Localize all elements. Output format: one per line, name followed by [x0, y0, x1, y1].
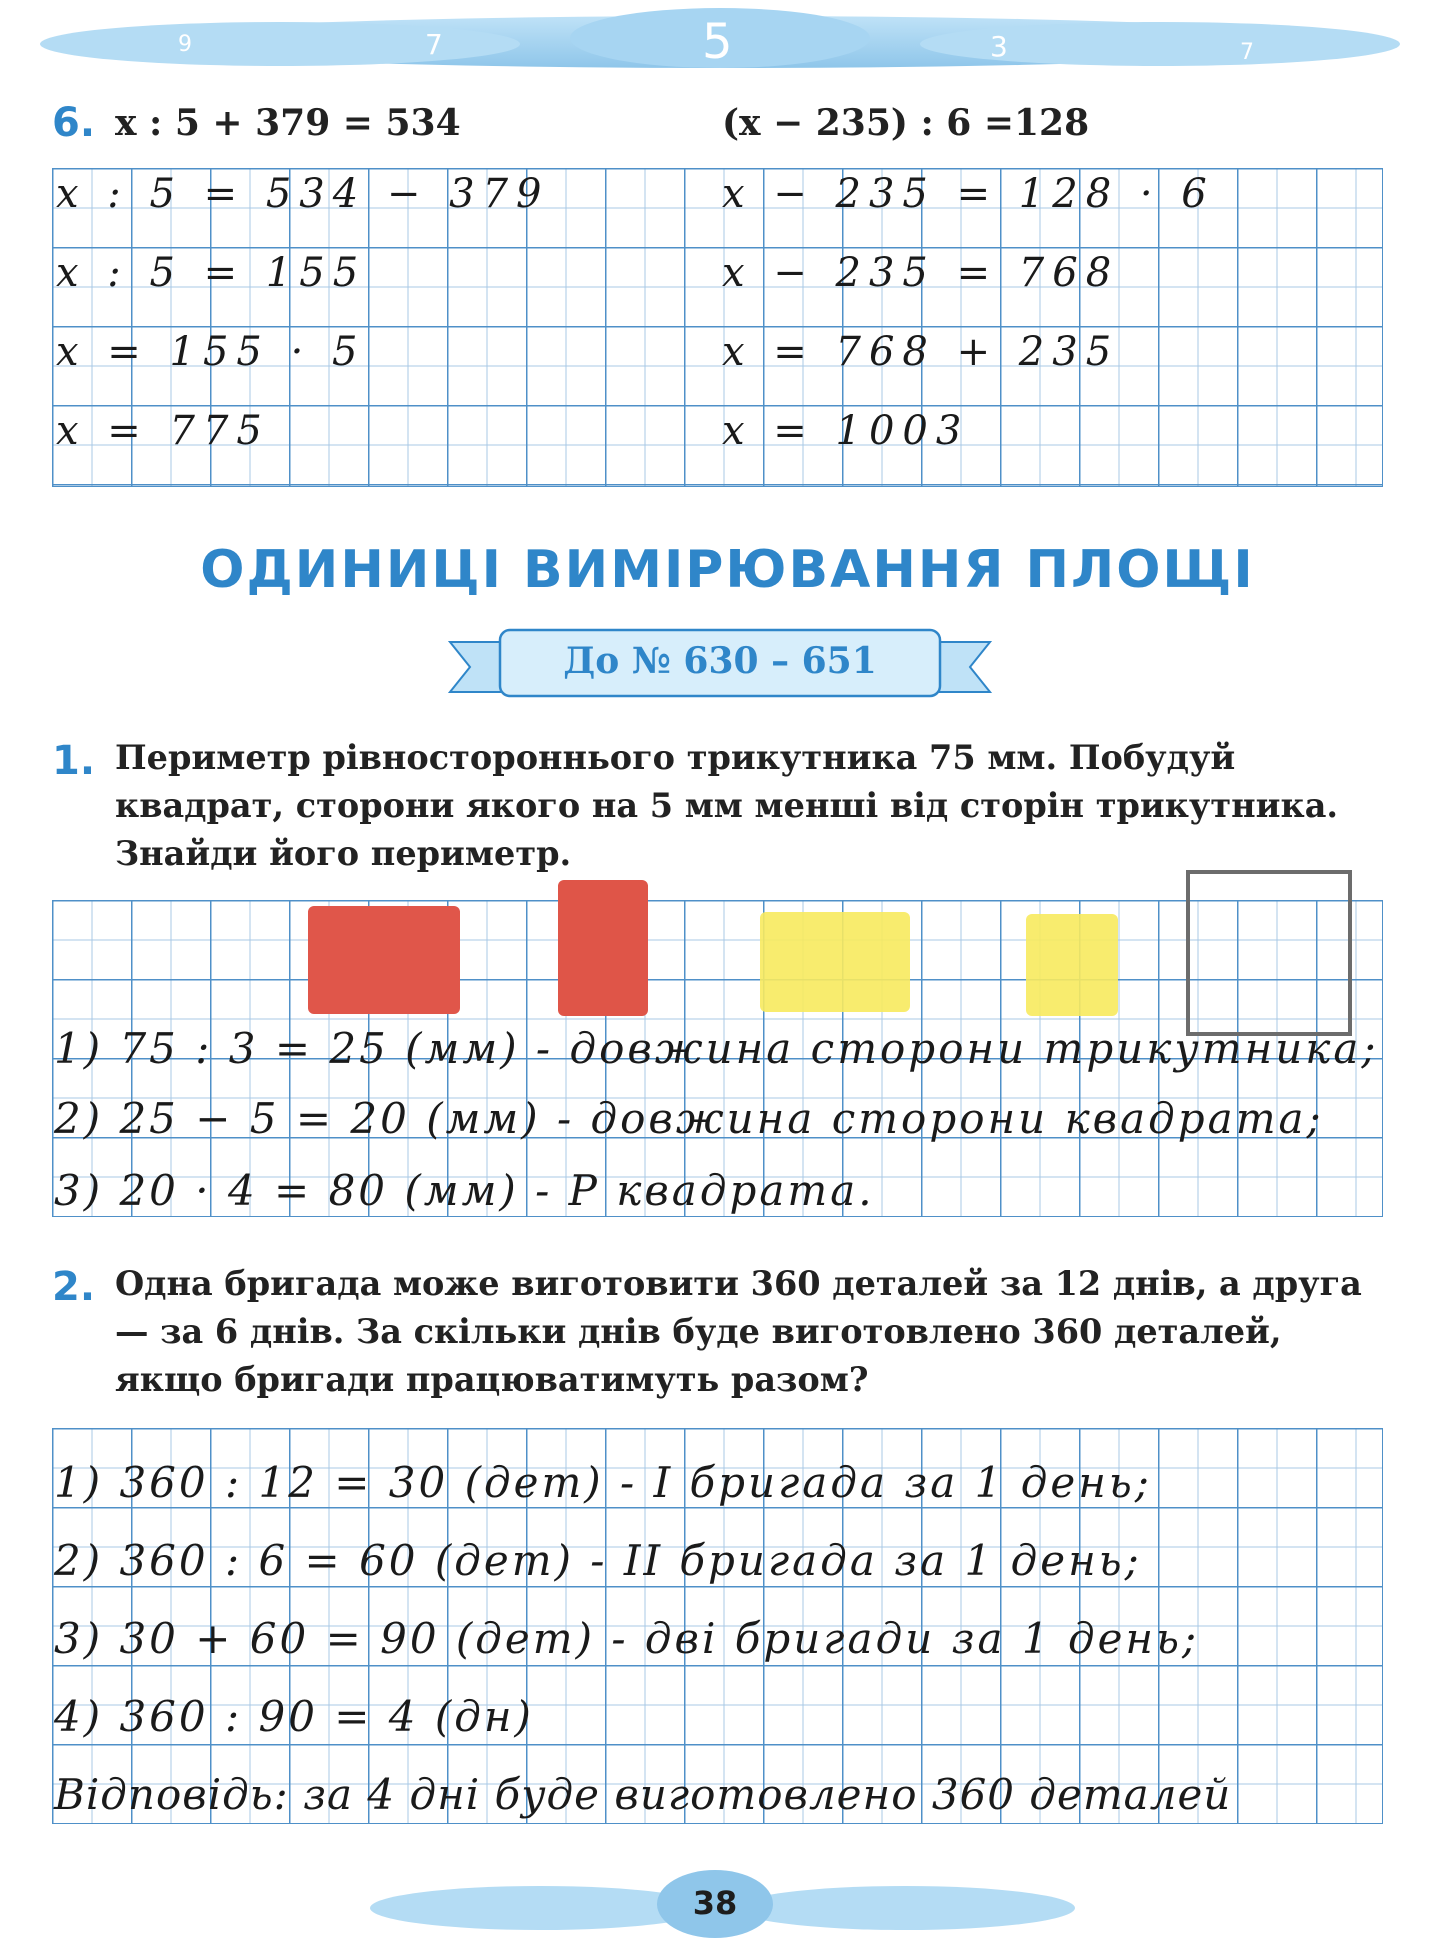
task-text: Периметр рівностороннього трикутника 75 мм. Побудуй квадрат, сторони якого на 5 мм менші від сторін трикутника. Знайди його периметр. [115, 738, 1339, 873]
solution-step: 4) 360 : 90 = 4 (дн) [54, 1692, 534, 1741]
task-number: 2. [52, 1264, 96, 1310]
pencil-square-shape [1186, 870, 1352, 1036]
solution-step: 2) 25 − 5 = 20 (мм) - довжина сторони квадрата; [54, 1094, 1324, 1143]
exercise-number: 6. [52, 100, 96, 146]
red-square-shape [558, 880, 648, 1016]
task-number: 1. [52, 738, 96, 784]
header-digit: 5 [702, 14, 733, 70]
solution-line-right: x − 235 = 128 · 6 [722, 171, 1215, 217]
equation-right: (x − 235) : 6 =128 [722, 102, 1090, 144]
solution-line-right: x − 235 = 768 [722, 250, 1120, 296]
red-rectangle-shape [308, 906, 460, 1014]
header-digit: 7 [425, 28, 443, 61]
task-text: Одна бригада може виготовити 360 деталей за 12 днів, а друга — за 6 днів. За скільки днів буде виготовлено 360 деталей, якщо бригади працюватимуть разом? [115, 1264, 1362, 1399]
solution-step: 1) 75 : 3 = 25 (мм) - довжина сторони трикутника; [54, 1024, 1379, 1073]
header-digit: 9 [178, 32, 192, 57]
page-number: 38 [692, 1884, 738, 1922]
solution-step: 2) 360 : 6 = 60 (дет) - II бригада за 1 день; [54, 1536, 1142, 1585]
solution-line-left: x : 5 = 155 [56, 250, 367, 296]
solution-step: 1) 360 : 12 = 30 (дет) - I бригада за 1 день; [54, 1458, 1152, 1507]
ribbon-label: До № 630 – 651 [563, 640, 877, 682]
header-digit: 3 [990, 30, 1008, 63]
answer-line: Відповідь: за 4 дні буде виготовлено 360 деталей [54, 1770, 1232, 1819]
header-digit: 7 [1240, 40, 1254, 65]
equation-left: x : 5 + 379 = 534 [115, 102, 461, 144]
solution-line-left: x = 155 · 5 [56, 329, 366, 375]
yellow-square-shape [1026, 914, 1118, 1016]
solution-line-left: x = 775 [56, 408, 270, 454]
yellow-rectangle-shape [760, 912, 910, 1012]
solution-line-right: x = 1003 [722, 408, 970, 454]
solution-line-right: x = 768 + 235 [722, 329, 1120, 375]
solution-step: 3) 20 · 4 = 80 (мм) - P квадрата. [54, 1166, 875, 1215]
solution-step: 3) 30 + 60 = 90 (дет) - дві бригади за 1 день; [54, 1614, 1200, 1663]
solution-line-left: x : 5 = 534 − 379 [56, 171, 550, 217]
section-title: ОДИНИЦІ ВИМІРЮВАННЯ ПЛОЩІ [200, 540, 1255, 600]
